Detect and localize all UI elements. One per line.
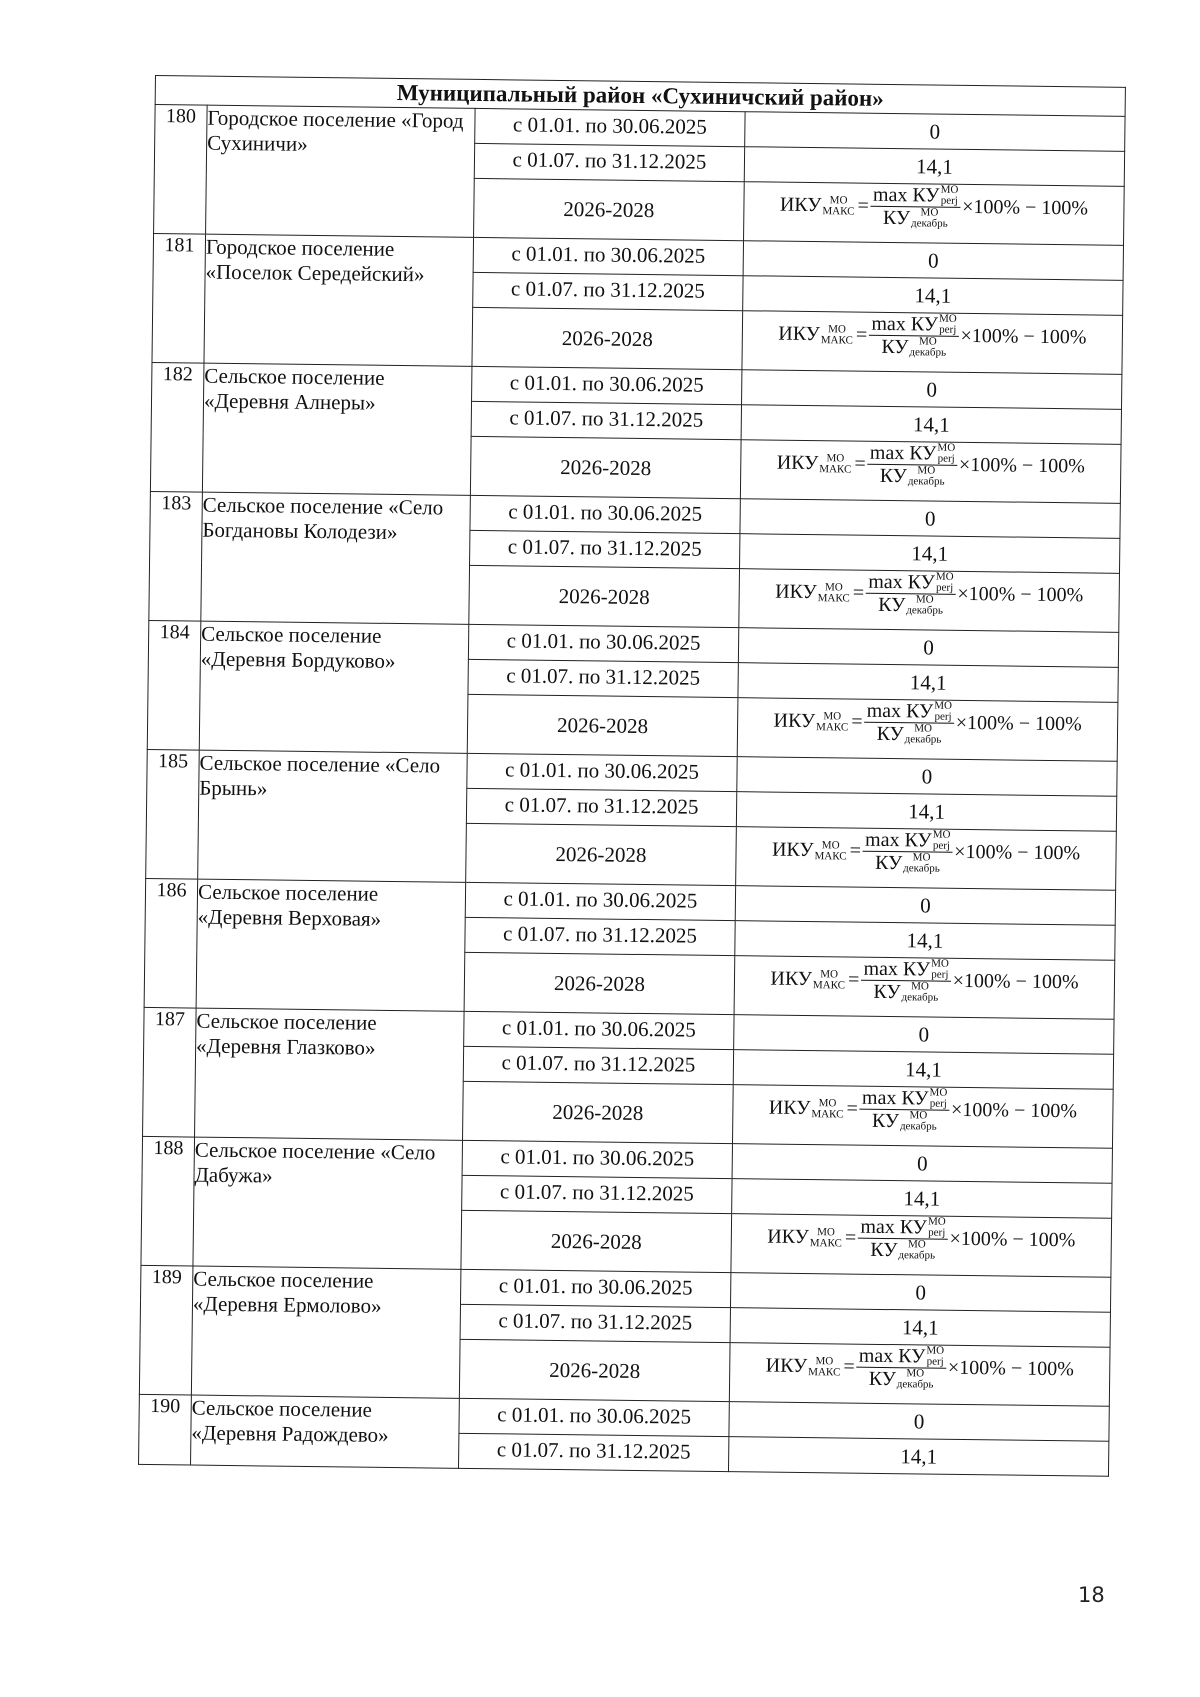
formula-num-sub: perj: [935, 581, 954, 594]
formula-den-sub: декабрь: [907, 475, 945, 488]
formula-equals: =: [843, 1355, 855, 1378]
formula-numerator: [857, 1345, 947, 1369]
formula-equals: =: [854, 452, 866, 475]
formula-denominator: [869, 1368, 934, 1391]
formula: [769, 1086, 1078, 1135]
formula-num-sub: perj: [939, 323, 957, 336]
tariff-table: [138, 75, 1126, 1477]
formula-lhs-symbol: ИКУ: [775, 580, 817, 604]
formula-lhs-indices: [816, 711, 848, 733]
formula-numerator: [858, 1216, 948, 1240]
formula-den-text: КУ: [874, 851, 903, 875]
formula-tail: ×100% − 100%: [949, 1227, 1076, 1252]
value-cell: 0: [745, 112, 1125, 152]
period-cell: с 01.01. по 30.06.2025: [467, 753, 737, 791]
formula-equals: =: [849, 839, 862, 862]
period-cell: 2026-2028: [459, 1339, 730, 1401]
formula-num-indices: [940, 185, 958, 207]
formula-equals: =: [846, 1097, 858, 1120]
value-cell: 0: [734, 1015, 1114, 1055]
row-number: 185: [146, 749, 200, 879]
formula-tail: ×100% − 100%: [962, 195, 1089, 220]
formula-num-sup: МО: [935, 570, 954, 583]
formula-lhs-symbol: ИКУ: [771, 838, 814, 862]
table-body: [139, 105, 1126, 1477]
formula-num-sup: МО: [940, 183, 959, 196]
formula-cell: [732, 1085, 1113, 1149]
period-cell: с 01.01. по 30.06.2025: [465, 882, 735, 920]
formula-num-indices: [937, 443, 955, 465]
formula-lhs-sub: МАКС: [808, 1365, 841, 1378]
period-cell: с 01.07. по 31.12.2025: [460, 1304, 730, 1342]
settlement-name: Сельское поселение «Деревня Алнеры»: [202, 363, 472, 495]
formula-num-text: max КУ: [871, 312, 939, 336]
formula-equals: =: [847, 968, 860, 991]
formula-den-sup: МО: [907, 1238, 926, 1251]
formula-numerator: [866, 571, 956, 595]
period-cell: 2026-2028: [467, 694, 738, 756]
formula-num-indices: [926, 1346, 944, 1368]
value-cell: 14,1: [736, 792, 1116, 832]
period-cell: с 01.01. по 30.06.2025: [468, 624, 738, 662]
formula-den-sup: МО: [917, 464, 936, 477]
formula-den-sub: декабрь: [901, 991, 939, 1004]
formula-equals: =: [857, 194, 869, 217]
period-cell: с 01.01. по 30.06.2025: [472, 366, 742, 404]
formula-num-sup: МО: [927, 1215, 946, 1228]
formula-lhs-symbol: ИКУ: [776, 451, 819, 475]
formula-lhs-sub: МАКС: [811, 1107, 844, 1120]
period-cell: с 01.01. по 30.06.2025: [473, 237, 743, 275]
settlement-name: Сельское поселение «Деревня Глазково»: [195, 1008, 465, 1140]
formula-tail: ×100% − 100%: [952, 969, 1079, 994]
formula-den-sub: декабрь: [896, 1378, 934, 1391]
formula-cell: [740, 440, 1121, 504]
formula-tail: ×100% − 100%: [960, 324, 1087, 349]
formula-num-text: max КУ: [869, 441, 937, 465]
formula-den-indices: [909, 336, 946, 358]
formula-denominator: [881, 336, 946, 359]
page-number: 18: [1078, 1583, 1105, 1607]
formula-cell: [739, 569, 1120, 633]
period-cell: с 01.01. по 30.06.2025: [475, 108, 745, 146]
formula-denominator: [878, 594, 943, 617]
formula-tail: ×100% − 100%: [950, 1098, 1078, 1123]
period-cell: 2026-2028: [466, 823, 737, 885]
row-number: 186: [144, 878, 198, 1008]
formula: [778, 312, 1087, 361]
formula-tail: ×100% − 100%: [958, 453, 1086, 478]
formula-lhs-symbol: ИКУ: [779, 193, 822, 217]
period-cell: 2026-2028: [461, 1210, 732, 1272]
formula-denominator: [870, 1239, 935, 1262]
settlement-name: Сельское поселение «Деревня Радождево»: [191, 1395, 460, 1468]
formula-numerator: [869, 313, 959, 337]
value-cell: 14,1: [738, 663, 1118, 703]
formula-num-indices: [934, 701, 952, 723]
formula-den-sub: декабрь: [903, 862, 940, 875]
formula-lhs-sub: МАКС: [820, 333, 854, 347]
formula-lhs-sup: МО: [815, 1354, 834, 1367]
value-cell: 14,1: [733, 1050, 1113, 1090]
formula-num-text: max КУ: [872, 183, 940, 207]
value-cell: 14,1: [730, 1308, 1110, 1348]
formula-den-text: КУ: [871, 1109, 900, 1133]
formula-tail: ×100% − 100%: [954, 840, 1081, 865]
formula-den-text: КУ: [882, 206, 911, 230]
formula-num-text: max КУ: [868, 570, 935, 594]
formula-lhs-symbol: ИКУ: [778, 322, 821, 346]
formula-lhs-indices: [819, 453, 851, 475]
formula-lhs-sup: МО: [821, 838, 840, 851]
formula-denominator: [873, 981, 938, 1004]
formula-lhs-indices: [821, 324, 853, 346]
period-cell: с 01.07. по 31.12.2025: [473, 272, 743, 310]
settlement-name: Сельское поселение «Деревня Бордуково»: [199, 621, 469, 753]
settlement-name: Городское поселение «Город Сухиничи»: [206, 105, 476, 237]
formula-num-text: max КУ: [864, 828, 932, 852]
period-cell: с 01.07. по 31.12.2025: [468, 659, 738, 697]
value-cell: 14,1: [735, 921, 1115, 961]
formula-tail: ×100% − 100%: [957, 582, 1084, 607]
formula-num-indices: [933, 830, 951, 852]
formula-denominator: [880, 465, 945, 488]
formula-den-sub: декабрь: [899, 1120, 937, 1133]
formula-fraction: [861, 958, 951, 1004]
row-number: 183: [149, 491, 203, 621]
district-header: Муниципальный район «Сухиничский район»: [155, 76, 1125, 117]
formula-den-sup: МО: [914, 722, 933, 735]
value-cell: 14,1: [743, 276, 1123, 316]
period-cell: 2026-2028: [474, 178, 745, 240]
formula-cell: [734, 956, 1115, 1020]
formula-lhs-sup: МО: [817, 1225, 835, 1238]
formula-num-sup: МО: [932, 828, 951, 841]
formula-lhs-sub: МАКС: [819, 462, 852, 476]
formula-numerator: [868, 442, 958, 466]
settlement-name: Сельское поселение «Село Дабужа»: [193, 1137, 463, 1269]
formula-fraction: [858, 1216, 948, 1262]
value-cell: 14,1: [728, 1437, 1108, 1477]
value-cell: 0: [735, 886, 1115, 926]
formula-num-sub: perj: [926, 1355, 944, 1368]
formula-lhs-indices: [811, 1098, 843, 1120]
formula-fraction: [871, 184, 961, 230]
formula-lhs-sup: МО: [820, 967, 839, 980]
value-cell: 0: [737, 757, 1117, 797]
period-cell: с 01.07. по 31.12.2025: [474, 143, 744, 181]
formula-num-sup: МО: [931, 957, 949, 970]
formula-lhs: [766, 1355, 844, 1379]
formula-den-indices: [908, 465, 945, 487]
row-number: 184: [147, 620, 201, 750]
formula-lhs-indices: [814, 840, 846, 862]
formula-den-indices: [900, 1110, 937, 1132]
formula-lhs-sub: МАКС: [814, 849, 847, 863]
formula-num-sup: МО: [934, 699, 953, 712]
formula: [770, 957, 1079, 1006]
formula-den-text: КУ: [881, 335, 909, 359]
period-cell: с 01.07. по 31.12.2025: [462, 1175, 732, 1213]
formula-den-text: КУ: [868, 1367, 897, 1391]
period-cell: 2026-2028: [470, 436, 741, 498]
formula-lhs: [773, 710, 851, 734]
formula-fraction: [864, 700, 954, 746]
formula-lhs: [770, 968, 848, 992]
formula-num-sup: МО: [929, 1086, 948, 1099]
formula-lhs-indices: [822, 195, 854, 217]
value-cell: 14,1: [741, 405, 1121, 445]
value-cell: 0: [730, 1273, 1110, 1313]
settlement-name: Городское поселение «Поселок Середейский»: [204, 234, 474, 366]
formula-den-sup: МО: [918, 335, 937, 348]
row-number: 181: [152, 233, 206, 363]
formula: [776, 441, 1085, 490]
formula-den-indices: [898, 1239, 935, 1261]
row-number: 189: [139, 1265, 193, 1395]
row-number: 190: [139, 1394, 192, 1465]
period-cell: с 01.07. по 31.12.2025: [471, 401, 741, 439]
period-cell: с 01.07. по 31.12.2025: [459, 1433, 729, 1471]
formula-fraction: [866, 571, 956, 617]
formula-den-sup: МО: [911, 980, 929, 993]
value-cell: 0: [729, 1402, 1109, 1442]
formula-lhs-sup: МО: [824, 580, 843, 593]
formula-num-text: max КУ: [863, 957, 931, 981]
formula-den-indices: [911, 207, 948, 229]
formula-lhs-indices: [818, 582, 850, 604]
period-cell: с 01.01. по 30.06.2025: [470, 495, 740, 533]
formula-lhs-sup: МО: [829, 193, 848, 206]
formula-equals: =: [844, 1226, 857, 1249]
formula-den-text: КУ: [873, 980, 901, 1004]
formula-lhs-symbol: ИКУ: [773, 709, 816, 733]
period-cell: с 01.07. по 31.12.2025: [470, 530, 740, 568]
value-cell: 0: [742, 370, 1122, 410]
formula-lhs-indices: [810, 1227, 842, 1249]
formula-den-sup: МО: [920, 206, 939, 219]
formula-den-text: КУ: [870, 1238, 898, 1262]
formula-lhs: [775, 581, 853, 605]
period-cell: 2026-2028: [472, 307, 743, 369]
formula-lhs-sub: МАКС: [812, 978, 846, 991]
formula-numerator: [860, 1087, 950, 1111]
formula-den-sup: МО: [915, 593, 934, 606]
formula-den-indices: [905, 723, 942, 745]
formula-lhs: [777, 452, 855, 476]
formula-lhs-sup: МО: [828, 322, 846, 335]
period-cell: с 01.01. по 30.06.2025: [461, 1269, 731, 1307]
value-cell: 0: [738, 628, 1118, 668]
formula-den-indices: [897, 1368, 934, 1390]
formula-den-sup: МО: [909, 1109, 928, 1122]
formula-den-sup: МО: [906, 1367, 925, 1380]
formula-num-indices: [928, 1217, 946, 1239]
period-cell: 2026-2028: [469, 565, 740, 627]
formula-lhs-symbol: ИКУ: [765, 1354, 808, 1378]
formula-num-sub: perj: [937, 452, 955, 465]
formula-numerator: [863, 829, 953, 853]
value-cell: 14,1: [744, 147, 1124, 187]
formula: [780, 183, 1089, 232]
formula-lhs-sub: МАКС: [822, 204, 855, 218]
formula-num-text: max КУ: [858, 1344, 926, 1368]
formula-lhs-symbol: ИКУ: [767, 1225, 809, 1249]
formula-numerator: [871, 184, 961, 208]
formula-numerator: [861, 958, 951, 982]
settlement-name: Сельское поселение «Село Богдановы Колодези»: [201, 492, 471, 624]
formula: [775, 570, 1084, 619]
formula-fraction: [856, 1345, 946, 1391]
formula-numerator: [865, 700, 955, 724]
formula-lhs-indices: [813, 969, 845, 991]
formula-num-sub: perj: [929, 1097, 947, 1110]
formula-num-sub: perj: [932, 839, 951, 852]
formula-den-sub: декабрь: [904, 733, 942, 746]
formula: [773, 699, 1082, 748]
formula-denominator: [883, 207, 948, 230]
value-cell: 0: [740, 499, 1120, 539]
formula-den-sub: декабрь: [910, 217, 948, 230]
formula-den-text: КУ: [878, 593, 906, 617]
settlement-name: Сельское поселение «Деревня Верховая»: [196, 879, 466, 1011]
formula-cell: [744, 182, 1125, 246]
formula-cell: [736, 827, 1117, 891]
period-cell: 2026-2028: [463, 1081, 734, 1143]
formula-denominator: [875, 852, 940, 875]
period-cell: 2026-2028: [464, 952, 735, 1014]
formula-lhs-sup: МО: [826, 451, 845, 464]
value-cell: 0: [743, 241, 1123, 281]
formula-fraction: [860, 1087, 950, 1133]
row-number: 188: [141, 1136, 195, 1266]
formula-den-sub: декабрь: [906, 604, 944, 617]
formula-cell: [731, 1214, 1112, 1278]
formula-num-sup: МО: [937, 441, 956, 454]
formula-lhs-sup: МО: [823, 709, 842, 722]
value-cell: 14,1: [740, 534, 1120, 574]
formula-cell: [742, 311, 1123, 375]
formula-lhs-sup: МО: [818, 1096, 837, 1109]
formula-num-sub: perj: [928, 1226, 946, 1239]
formula-num-indices: [929, 1088, 947, 1110]
formula-lhs: [778, 323, 856, 347]
formula-num-indices: [936, 572, 954, 594]
period-cell: с 01.07. по 31.12.2025: [465, 917, 735, 955]
formula-num-sub: perj: [931, 968, 949, 981]
settlement-name: Сельское поселение «Деревня Ермолово»: [191, 1266, 461, 1398]
period-cell: с 01.07. по 31.12.2025: [466, 788, 736, 826]
formula-equals: =: [851, 710, 863, 733]
formula-den-text: КУ: [876, 722, 904, 746]
formula-num-sup: МО: [926, 1344, 945, 1357]
formula-lhs-symbol: ИКУ: [768, 1096, 811, 1120]
formula-cell: [729, 1343, 1110, 1407]
formula-lhs: [772, 839, 850, 863]
formula: [772, 828, 1081, 877]
table-wrapper: [138, 75, 1125, 1477]
formula-num-indices: [931, 959, 949, 981]
formula-lhs-sub: МАКС: [816, 720, 849, 734]
formula-num-text: max КУ: [861, 1086, 929, 1110]
formula-lhs: [780, 194, 858, 218]
formula-fraction: [867, 442, 957, 488]
value-cell: 0: [732, 1144, 1112, 1184]
formula-den-indices: [906, 594, 943, 616]
formula-lhs-indices: [808, 1356, 840, 1378]
formula-lhs: [769, 1097, 847, 1121]
settlement-name: Сельское поселение «Село Брынь»: [198, 750, 468, 882]
formula-num-text: max КУ: [860, 1215, 928, 1239]
formula-lhs-sub: МАКС: [809, 1236, 842, 1249]
formula-num-text: max КУ: [866, 699, 934, 723]
formula-tail: ×100% − 100%: [947, 1356, 1074, 1381]
formula-den-text: КУ: [879, 464, 908, 488]
value-cell: 14,1: [732, 1179, 1112, 1219]
formula-num-sub: perj: [934, 710, 952, 723]
formula-denominator: [877, 723, 942, 746]
formula-den-sub: декабрь: [898, 1249, 936, 1262]
formula-den-sub: декабрь: [909, 346, 947, 359]
formula-cell: [737, 698, 1118, 762]
formula-fraction: [869, 313, 959, 359]
formula-num-indices: [939, 314, 957, 336]
period-cell: с 01.01. по 30.06.2025: [462, 1140, 732, 1178]
formula-equals: =: [855, 323, 868, 346]
formula-den-indices: [901, 981, 938, 1003]
formula-equals: =: [852, 581, 865, 604]
formula-fraction: [863, 829, 953, 875]
formula-lhs-symbol: ИКУ: [770, 967, 813, 991]
formula: [765, 1344, 1074, 1393]
formula: [767, 1215, 1076, 1264]
row-number: 180: [154, 105, 208, 235]
formula-den-indices: [903, 852, 940, 874]
row-number: 187: [143, 1007, 197, 1137]
formula-num-sup: МО: [938, 312, 957, 325]
formula-num-sub: perj: [940, 194, 958, 207]
period-cell: с 01.01. по 30.06.2025: [459, 1398, 729, 1436]
formula-lhs: [767, 1226, 845, 1250]
formula-den-sup: МО: [912, 851, 931, 864]
row-number: 182: [150, 362, 204, 492]
period-cell: с 01.07. по 31.12.2025: [463, 1046, 733, 1084]
formula-lhs-sub: МАКС: [817, 591, 850, 605]
formula-tail: ×100% − 100%: [955, 711, 1082, 736]
period-cell: с 01.01. по 30.06.2025: [464, 1011, 734, 1049]
formula-denominator: [872, 1110, 937, 1133]
